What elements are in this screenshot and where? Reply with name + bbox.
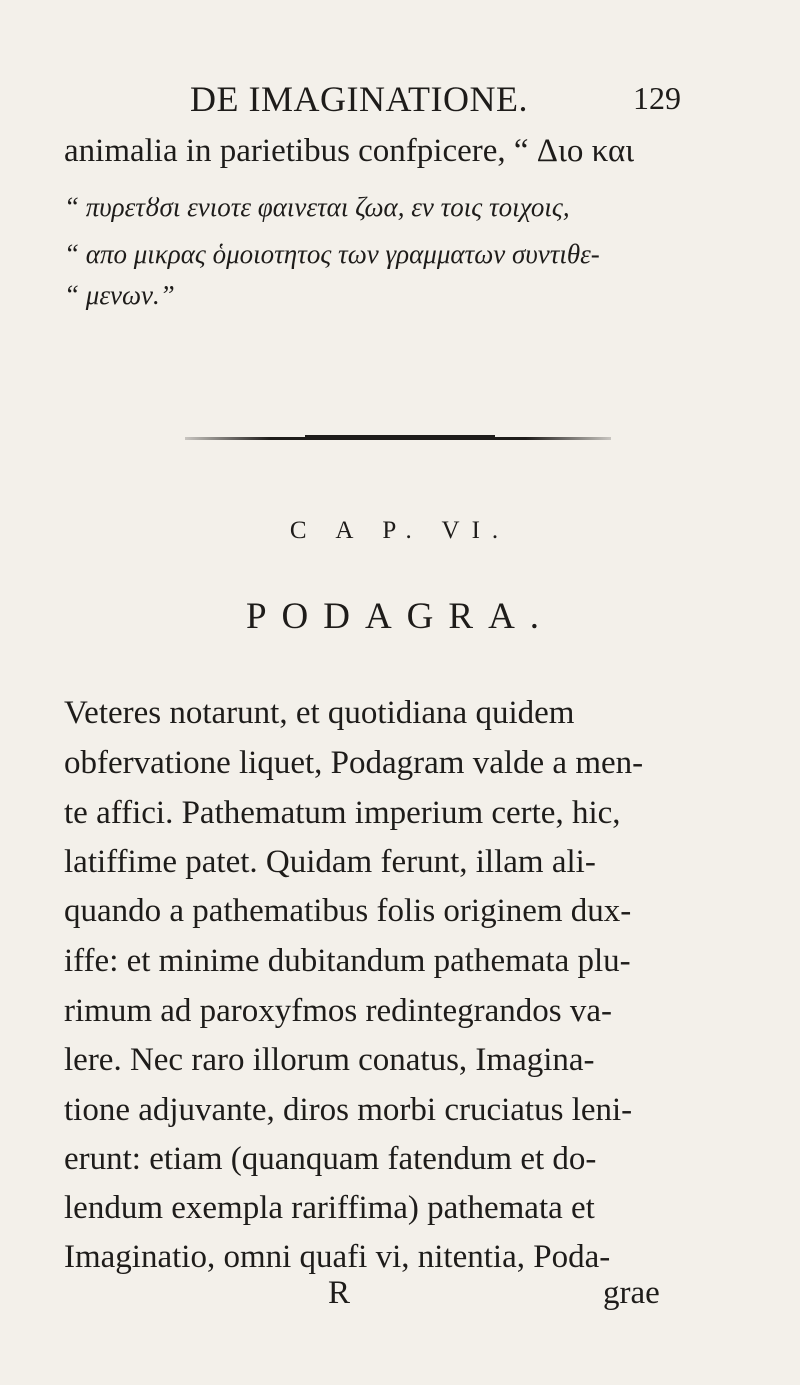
body-line: lere. Nec raro illorum conatus, Imagina- — [64, 1042, 595, 1078]
body-line: Imaginatio, omni quafi vi, nitentia, Poda- — [64, 1239, 611, 1275]
body-line: Veteres notarunt, et quotidiana quidem — [64, 695, 575, 731]
chapter-label: C A P. VI. — [289, 517, 511, 544]
greek-quote-line: “ μενων.” — [64, 280, 175, 310]
body-line: quando a pathematibus folis originem dux- — [64, 893, 632, 929]
catchword: grae — [603, 1275, 660, 1311]
body-line: rimum ad paroxyfmos redintegrandos va- — [64, 993, 613, 1029]
body-line: lendum exempla rariffima) pathemata et — [64, 1190, 595, 1226]
body-line: erunt: etiam (quanquam fatendum et do- — [64, 1141, 597, 1177]
page-number: 129 — [633, 80, 681, 116]
chapter-title: PODAGRA. — [245, 596, 555, 637]
text-line: animalia in parietibus confpicere, “ Διο και — [64, 133, 635, 169]
body-line: te affici. Pathematum imperium certe, hic, — [64, 795, 621, 831]
greek-quote-line: “ απο μικρας ὁμοιοτητος των γραμματων συντιθε- — [64, 239, 600, 269]
body-line: tione adjuvante, diros morbi cruciatus leni- — [64, 1092, 633, 1128]
section-divider-accent — [305, 435, 495, 440]
greek-quote-line: “ πυρετȣσι ενιοτε φαινεται ζωα, εν τοις τοιχοις, — [64, 192, 570, 222]
running-head: DE IMAGINATIONE. — [190, 79, 528, 119]
signature-mark: R — [328, 1275, 351, 1311]
body-line: latiffime patet. Quidam ferunt, illam ali- — [64, 844, 596, 880]
body-line: iffe: et minime dubitandum pathemata plu- — [64, 943, 631, 979]
body-line: obfervatione liquet, Podagram valde a men- — [64, 745, 644, 781]
